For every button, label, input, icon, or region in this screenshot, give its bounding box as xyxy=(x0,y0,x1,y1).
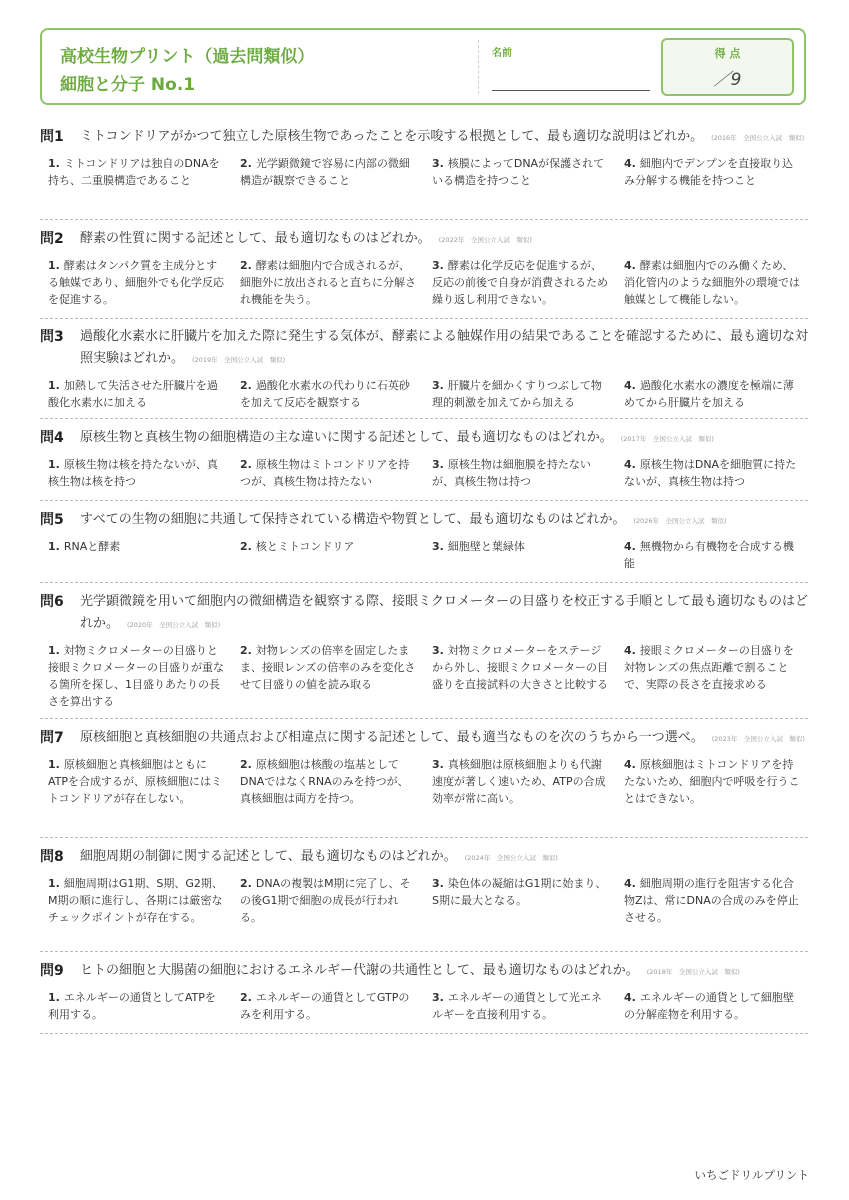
choice-number: 2. xyxy=(240,259,252,272)
choice-number: 4. xyxy=(624,991,636,1004)
question-divider xyxy=(40,418,808,419)
answer-choice-3[interactable] xyxy=(432,875,624,926)
choice-number: 3. xyxy=(432,379,444,392)
answer-choice-3[interactable] xyxy=(432,642,624,710)
choice-number: 1. xyxy=(48,458,60,471)
choice-number: 2. xyxy=(240,157,252,170)
choice-number: 3. xyxy=(432,644,444,657)
choice-number: 4. xyxy=(624,259,636,272)
answer-choice-4[interactable] xyxy=(624,257,816,308)
choice-number: 4. xyxy=(624,758,636,771)
footer-brand: いちごドリルプリント xyxy=(694,1168,809,1182)
question-stem xyxy=(40,126,808,149)
question-8 xyxy=(40,846,808,926)
choice-text: 原核細胞は核酸の塩基としてDNAではなくRNAのみを持つが、真核細胞は両方を持つ。 xyxy=(240,758,409,805)
answer-choices xyxy=(40,756,808,807)
choice-number: 3. xyxy=(432,458,444,471)
choice-text: 対物レンズの倍率を固定したまま、接眼レンズの倍率のみを変化させて目盛りの値を読み取る xyxy=(240,644,416,691)
choice-text: RNAと酵素 xyxy=(63,540,121,553)
question-divider xyxy=(40,500,808,501)
choice-text: 染色体の凝縮はG1期に始まり、S期に最大となる。 xyxy=(432,877,607,907)
choice-text: 原核細胞と真核細胞はともにATPを合成するが、原核細胞にはミトコンドリアが存在しない。 xyxy=(48,758,223,805)
choice-number: 2. xyxy=(240,540,252,553)
question-source: (2020年 全国公立入試 類似) xyxy=(127,621,221,629)
answer-choice-4[interactable] xyxy=(624,377,816,411)
choice-number: 1. xyxy=(48,758,60,771)
choice-number: 1. xyxy=(48,540,60,553)
choice-text: 加熱して失活させた肝臓片を過酸化水素水に加える xyxy=(48,379,218,409)
answer-choice-4[interactable] xyxy=(624,875,816,926)
question-stem xyxy=(40,960,808,983)
question-stem xyxy=(40,427,808,450)
question-text: 原核細胞と真核細胞の共通点および相違点に関する記述として、最も適当なものを次のうちから一つ選べ。 xyxy=(80,730,704,745)
choice-text: 細胞周期はG1期、S期、G2期、M期の順に進行し、各期には厳密なチェックポイントが存在する。 xyxy=(48,877,223,924)
choice-text: 原核生物はDNAを細胞質に持たないが、真核生物は持つ xyxy=(624,458,797,488)
answer-choice-3[interactable] xyxy=(432,756,624,807)
answer-choice-2[interactable] xyxy=(240,756,432,807)
choice-text: ミトコンドリアは独自のDNAを持ち、二重膜構造であること xyxy=(48,157,220,187)
question-stem xyxy=(40,846,808,869)
question-text: 原核生物と真核生物の細胞構造の主な違いに関する記述として、最も適切なものはどれか。 xyxy=(80,430,613,445)
question-number: 問8 xyxy=(40,849,64,865)
choice-text: 無機物から有機物を合成する機能 xyxy=(624,540,794,570)
question-text: 過酸化水素水に肝臓片を加えた際に発生する気体が、酵素による触媒作用の結果であることを確認するために、最も適切な対照実験はどれか。 xyxy=(80,329,809,366)
answer-choice-2[interactable] xyxy=(240,456,432,490)
question-number: 問2 xyxy=(40,231,64,247)
worksheet-title: 高校生物プリント（過去問類似） xyxy=(60,47,315,67)
choice-text: 核膜によってDNAが保護されている構造を持つこと xyxy=(432,157,605,187)
answer-choices xyxy=(40,456,808,490)
question-9 xyxy=(40,960,808,1023)
worksheet-subtitle: 細胞と分子 No.1 xyxy=(60,75,196,95)
name-label: 名前 xyxy=(492,48,512,59)
question-7 xyxy=(40,727,808,807)
question-divider xyxy=(40,582,808,583)
score-value: ／9 xyxy=(713,70,742,90)
question-source: (2024年 全国公立入試 類似) xyxy=(464,854,558,862)
question-source: (2017年 全国公立入試 類似) xyxy=(620,435,714,443)
choice-text: 接眼ミクロメーターの目盛りを対物レンズの焦点距離で割ることで、実際の長さを直接求める xyxy=(624,644,794,691)
question-stem xyxy=(40,326,808,371)
score-box xyxy=(661,38,794,96)
question-divider xyxy=(40,718,808,719)
choice-text: エネルギーの通貨としてATPを利用する。 xyxy=(48,991,216,1021)
choice-text: DNAの複製はM期に完了し、その後G1期で細胞の成長が行われる。 xyxy=(240,877,411,924)
question-6 xyxy=(40,591,808,710)
choice-text: 原核生物はミトコンドリアを持つが、真核生物は持たない xyxy=(240,458,410,488)
answer-choices xyxy=(40,257,808,308)
choice-number: 3. xyxy=(432,157,444,170)
choice-text: 細胞壁と葉緑体 xyxy=(447,540,525,553)
choice-number: 1. xyxy=(48,157,60,170)
score-label: 得 点 xyxy=(714,47,741,60)
answer-choice-1[interactable] xyxy=(48,875,240,926)
question-text: 酵素の性質に関する記述として、最も適切なものはどれか。 xyxy=(80,231,431,246)
question-3 xyxy=(40,326,808,411)
choice-number: 2. xyxy=(240,458,252,471)
answer-choice-4[interactable] xyxy=(624,538,816,572)
choice-text: 対物ミクロメーターをステージから外し、接眼ミクロメーターの目盛りを直接試料の大きさと比較する xyxy=(432,644,608,691)
question-text: 細胞周期の制御に関する記述として、最も適切なものはどれか。 xyxy=(80,849,457,864)
answer-choices xyxy=(40,989,808,1023)
choice-number: 1. xyxy=(48,644,60,657)
choice-text: 酵素は細胞内でのみ働くため、消化管内のような細胞外の環境では触媒として機能しない。 xyxy=(624,259,800,306)
question-text: すべての生物の細胞に共通して保持されている構造や物質として、最も適切なものはどれか。 xyxy=(80,512,626,527)
answer-choice-3[interactable] xyxy=(432,456,624,490)
answer-choice-2[interactable] xyxy=(240,642,432,710)
question-2 xyxy=(40,228,808,308)
choice-number: 3. xyxy=(432,259,444,272)
header-divider xyxy=(478,40,479,94)
answer-choices xyxy=(40,377,808,411)
question-source: (2016年 全国公立入試 類似) xyxy=(711,134,805,142)
choice-text: 対物ミクロメーターの目盛りと接眼ミクロメーターの目盛りが重なる箇所を探し、1目盛りあたりの長さを算出する xyxy=(48,644,224,708)
choice-text: 酵素は細胞内で合成されるが、細胞外に放出されると直ちに分解され機能を失う。 xyxy=(240,259,416,306)
question-stem xyxy=(40,591,808,636)
answer-choice-2[interactable] xyxy=(240,377,432,411)
answer-choice-4[interactable] xyxy=(624,456,816,490)
choice-text: エネルギーの通貨として細胞壁の分解産物を利用する。 xyxy=(624,991,794,1021)
answer-choice-1[interactable] xyxy=(48,456,240,490)
question-stem xyxy=(40,509,808,532)
question-number: 問3 xyxy=(40,329,64,345)
choice-number: 1. xyxy=(48,379,60,392)
answer-choice-2[interactable] xyxy=(240,875,432,926)
choice-number: 3. xyxy=(432,758,444,771)
answer-choice-3[interactable] xyxy=(432,257,624,308)
question-divider xyxy=(40,951,808,952)
answer-choice-2[interactable] xyxy=(240,989,432,1023)
choice-number: 2. xyxy=(240,991,252,1004)
question-stem xyxy=(40,228,808,251)
answer-choice-3[interactable] xyxy=(432,155,624,189)
choice-text: 酵素はタンパク質を主成分とする触媒であり、細胞外でも化学反応を促進する。 xyxy=(48,259,224,306)
answer-choice-1[interactable] xyxy=(48,989,240,1023)
choice-text: 肝臓片を細かくすりつぶして物理的刺激を加えてから加える xyxy=(432,379,602,409)
choice-number: 4. xyxy=(624,540,636,553)
question-source: (2023年 全国公立入試 類似) xyxy=(711,735,805,743)
answer-choice-2[interactable] xyxy=(240,538,432,572)
answer-choice-4[interactable] xyxy=(624,642,816,710)
question-source: (2022年 全国公立入試 類似) xyxy=(438,236,532,244)
question-source: (2018年 全国公立入試 類似) xyxy=(646,968,740,976)
choice-number: 4. xyxy=(624,157,636,170)
question-divider xyxy=(40,219,808,220)
choice-text: 細胞周期の進行を阻害する化合物Zは、常にDNAの合成のみを停止させる。 xyxy=(624,877,799,924)
choice-number: 3. xyxy=(432,877,444,890)
question-4 xyxy=(40,427,808,490)
choice-text: 酵素は化学反応を促進するが、反応の前後で自身が消費されるため繰り返し利用できない。 xyxy=(432,259,608,306)
choice-text: 過酸化水素水の代わりに石英砂を加えて反応を観察する xyxy=(240,379,410,409)
choice-text: 過酸化水素水の濃度を極端に薄めてから肝臓片を加える xyxy=(624,379,794,409)
question-text: ミトコンドリアがかつて独立した原核生物であったことを示唆する根拠として、最も適切な説明はどれか。 xyxy=(80,129,704,144)
choice-number: 2. xyxy=(240,758,252,771)
choice-number: 1. xyxy=(48,877,60,890)
choice-number: 4. xyxy=(624,877,636,890)
name-field[interactable] xyxy=(492,90,650,91)
question-1 xyxy=(40,126,808,189)
answer-choice-1[interactable] xyxy=(48,155,240,189)
question-divider xyxy=(40,318,808,319)
answer-choice-3[interactable] xyxy=(432,989,624,1023)
choice-text: 原核生物は核を持たないが、真核生物は核を持つ xyxy=(48,458,218,488)
choice-text: 原核細胞はミトコンドリアを持たないため、細胞内で呼吸を行うことはできない。 xyxy=(624,758,800,805)
question-number: 問9 xyxy=(40,963,64,979)
answer-choices xyxy=(40,538,808,572)
choice-number: 3. xyxy=(432,991,444,1004)
answer-choice-3[interactable] xyxy=(432,538,624,572)
question-number: 問4 xyxy=(40,430,64,446)
choice-text: 真核細胞は原核細胞よりも代謝速度が著しく速いため、ATPの合成効率が常に高い。 xyxy=(432,758,606,805)
choice-text: エネルギーの通貨としてGTPのみを利用する。 xyxy=(240,991,410,1021)
choice-number: 3. xyxy=(432,540,444,553)
choice-text: 光学顕微鏡で容易に内部の微細構造が観察できること xyxy=(240,157,410,187)
question-text: ヒトの細胞と大腸菌の細胞におけるエネルギー代謝の共通性として、最も適切なものはどれか。 xyxy=(80,963,639,978)
choice-text: 核とミトコンドリア xyxy=(255,540,355,553)
answer-choices xyxy=(40,155,808,189)
answer-choice-1[interactable] xyxy=(48,642,240,710)
question-divider xyxy=(40,1033,808,1034)
worksheet-header xyxy=(40,28,806,105)
answer-choice-4[interactable] xyxy=(624,756,816,807)
question-text: 光学顕微鏡を用いて細胞内の微細構造を観察する際、接眼ミクロメーターの目盛りを校正する手順として最も適切なものはどれか。 xyxy=(80,594,809,631)
choice-text: 原核生物は細胞膜を持たないが、真核生物は持つ xyxy=(432,458,591,488)
question-number: 問1 xyxy=(40,129,64,145)
question-number: 問6 xyxy=(40,594,64,610)
answer-choice-1[interactable] xyxy=(48,538,240,572)
question-source: (2026年 全国公立入試 類似) xyxy=(633,517,727,525)
question-number: 問7 xyxy=(40,730,64,746)
answer-choices xyxy=(40,642,808,710)
choice-number: 2. xyxy=(240,379,252,392)
choice-number: 4. xyxy=(624,644,636,657)
choice-number: 4. xyxy=(624,379,636,392)
question-number: 問5 xyxy=(40,512,64,528)
question-source: (2019年 全国公立入試 類似) xyxy=(192,356,286,364)
question-divider xyxy=(40,837,808,838)
answer-choice-2[interactable] xyxy=(240,155,432,189)
choice-number: 4. xyxy=(624,458,636,471)
choice-text: 細胞内でデンプンを直接取り込み分解する機能を持つこと xyxy=(624,157,794,187)
answer-choice-1[interactable] xyxy=(48,377,240,411)
choice-number: 1. xyxy=(48,991,60,1004)
choice-text: エネルギーの通貨として光エネルギーを直接利用する。 xyxy=(432,991,602,1021)
question-5 xyxy=(40,509,808,572)
question-stem xyxy=(40,727,808,750)
answer-choice-4[interactable] xyxy=(624,155,816,189)
choice-number: 2. xyxy=(240,644,252,657)
choice-number: 2. xyxy=(240,877,252,890)
answer-choice-4[interactable] xyxy=(624,989,816,1023)
answer-choices xyxy=(40,875,808,926)
answer-choice-2[interactable] xyxy=(240,257,432,308)
answer-choice-1[interactable] xyxy=(48,756,240,807)
answer-choice-1[interactable] xyxy=(48,257,240,308)
answer-choice-3[interactable] xyxy=(432,377,624,411)
choice-number: 1. xyxy=(48,259,60,272)
